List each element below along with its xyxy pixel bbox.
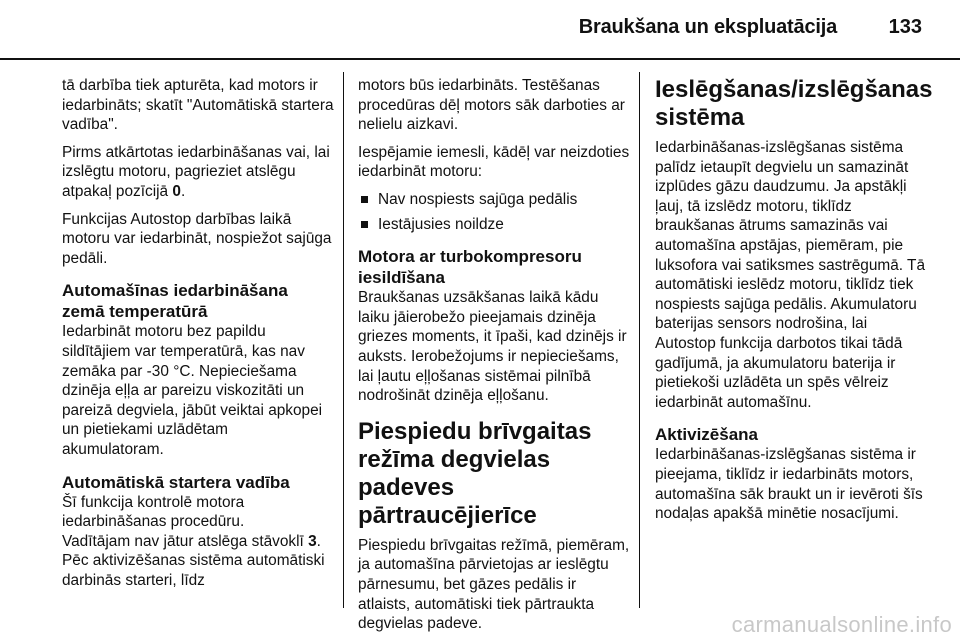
watermark: carmanualsonline.info bbox=[731, 612, 952, 637]
position-0: 0 bbox=[172, 182, 181, 200]
text-run: Vadītājam nav jātur atslēga stāvoklī bbox=[62, 532, 309, 550]
heading-fuel-cutoff: Piespiedu brīvgaitas režīma degvielas padeves pārtraucējierīce bbox=[358, 417, 592, 529]
column-divider-1 bbox=[343, 72, 344, 608]
heading-turbo-warmup: Motora ar turbokompresoru iesildīšana bbox=[358, 247, 582, 288]
list-item-text: Iestājusies noildze bbox=[378, 215, 504, 233]
column-2 bbox=[358, 76, 630, 642]
paragraph-activation: Iedarbināšanas-izslēgšanas sistēma ir pieejama, tiklīdz ir iedarbināts motors, automašīna sāk braukt un ir ievēroti šīs nodaļas apakšā minētie nosacījumi. bbox=[655, 446, 923, 523]
header-rule bbox=[0, 58, 960, 60]
heading-stop-start-system: Ieslēgšanas/izslēgšanas sistēma bbox=[655, 76, 933, 131]
failure-reasons-list bbox=[358, 190, 630, 234]
paragraph-turbo-warmup: Braukšanas uzsākšanas laikā kādu laiku jāierobežo pieejamais dzinēja griezes moments, it īpaši, kad dzinējs ir auksts. Ierobežojums ir nepieciešams, lai ļautu eļļošanas sistēmai pilnībā nodrošināt dzinēja eļļošanu. bbox=[358, 289, 627, 405]
paragraph-start-delay: motors būs iedarbināts. Testēšanas procedūras dēļ motors sāk darboties ar nelielu aizkavi. bbox=[358, 77, 625, 134]
column-1 bbox=[62, 76, 334, 598]
heading-low-temperature: Automašīnas iedarbināšana zemā temperatūrā bbox=[62, 281, 288, 322]
paragraph-low-temperature: Iedarbināt motoru bez papildu sildītājiem var temperatūrā, kas nav zemāka par -30 °C. Nepieciešama dzinēja eļļa ar pareizu viskozitāti un pareizā degviela, jābūt veiktai apkopei un pietiekami uzlādētam akumulatoram. bbox=[62, 323, 323, 458]
bullet-square-icon bbox=[361, 196, 368, 203]
heading-auto-starter: Automātiskā startera vadība bbox=[62, 472, 290, 492]
list-item bbox=[358, 190, 630, 210]
paragraph-stop-start-system: Iedarbināšanas-izslēgšanas sistēma palīdz ietaupīt degvielu un samazināt izplūdes gāzu daudzumu. Ja apstākļi ļauj, tā izslēdz motoru, tiklīdz braukšanas ātrums samazinās vai automašīna apstājas, piemēram, pie luksofora vai satiksmes sastrēgumā. Tā automātiski ieslēdz motoru, tiklīdz tiek nospiests sajūga pedālis. Akumulatoru baterijas sensors nodrošina, lai Autostop funkcija darbotos tikai tādā gadījumā, ja akumulatoru baterija ir pietiekoši uzlādēta un spēs vēlreiz iedarbināt automašīnu. bbox=[655, 139, 926, 411]
text-run: . Pēc aktivizēšanas sistēma automātiski darbinās starteri, līdz bbox=[62, 532, 325, 589]
column-divider-2 bbox=[639, 72, 640, 608]
paragraph-clutch-start: Funkcijas Autostop darbības laikā motoru var iedarbināt, nospiežot sajūga pedāli. bbox=[62, 210, 332, 267]
column-3 bbox=[655, 76, 933, 532]
page-number: 133 bbox=[888, 16, 922, 38]
text-run: . bbox=[180, 182, 186, 200]
list-item bbox=[358, 215, 630, 235]
paragraph-restart bbox=[62, 143, 334, 202]
paragraph-fuel-cutoff: Piespiedu brīvgaitas režīmā, piemēram, ja automašīna pārvietojas ar ieslēgtu pārnesumu, bet gāzes pedālis ir atlaists, automātiski tiek pārtraukta degvielas padeve. bbox=[358, 536, 630, 633]
text-run: Pirms atkārtotas iedarbināšanas vai, lai izslēgtu motoru, pagrieziet atslēgu atpakaļ pozīcijā bbox=[62, 143, 330, 200]
paragraph-failure-reasons: Iespējamie iemesli, kādēļ var neizdoties iedarbināt motoru: bbox=[358, 143, 630, 181]
paragraph-autostop-continued: tā darbība tiek apturēta, kad motors ir iedarbināts; skatīt "Automātiskā startera vadība". bbox=[62, 77, 334, 134]
paragraph-auto-starter-1: Šī funkcija kontrolē motora iedarbināšanas procedūru. bbox=[62, 493, 245, 531]
running-title: Braukšana un ekspluatācija bbox=[578, 16, 837, 38]
paragraph-auto-starter-2 bbox=[62, 532, 334, 591]
list-item-text: Nav nospiests sajūga pedālis bbox=[378, 190, 578, 208]
page-header bbox=[0, 0, 960, 50]
bullet-square-icon bbox=[361, 221, 368, 228]
position-3: 3 bbox=[308, 532, 317, 550]
heading-activation: Aktivizēšana bbox=[655, 425, 758, 445]
